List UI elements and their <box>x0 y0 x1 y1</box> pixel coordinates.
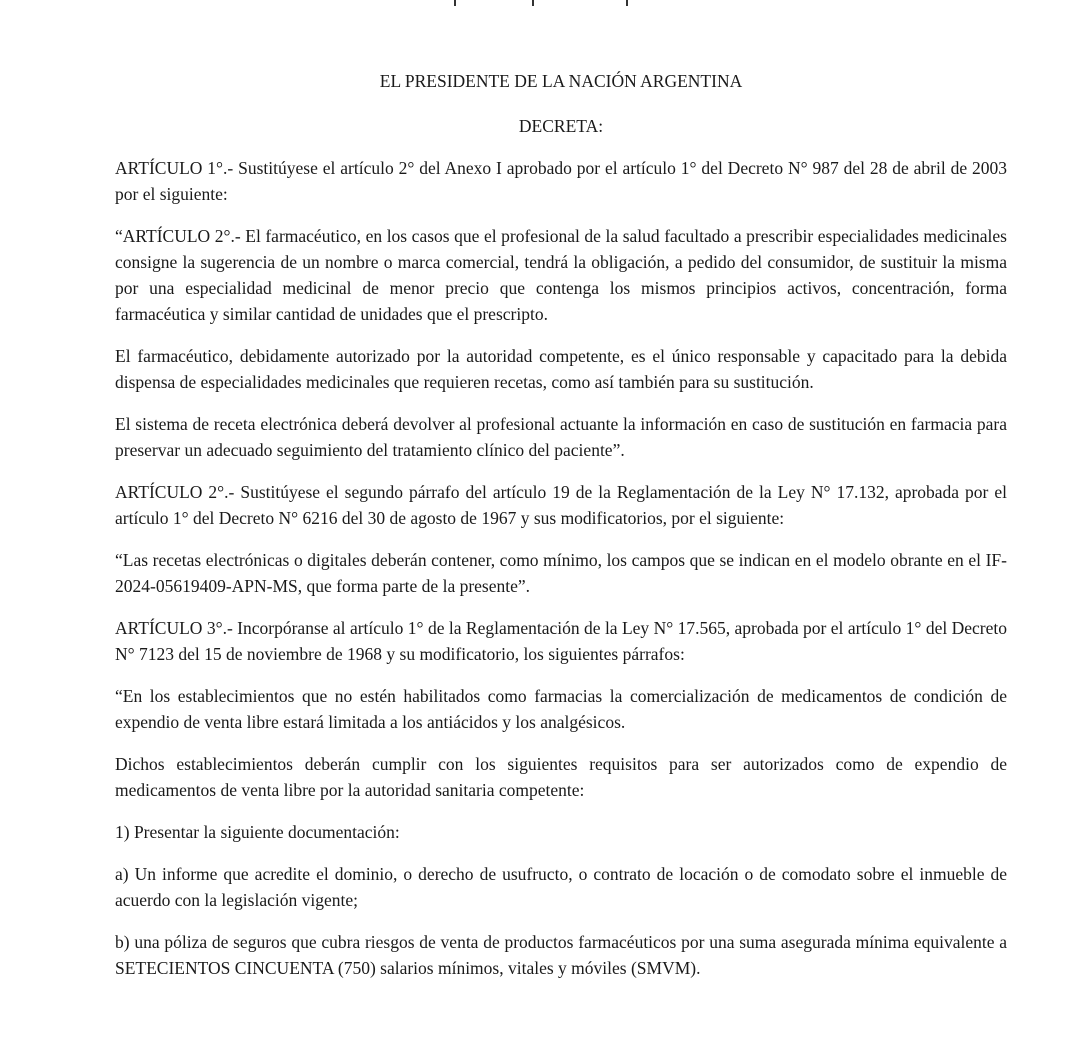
article-1-paragraph: ARTÍCULO 1°.- Sustitúyese el artículo 2° del Anexo I aprobado por el artículo 1° del Decreto N° 987 del 28 de abril de 2003 por el siguiente: <box>115 158 1007 204</box>
establishment-requirements-paragraph: Dichos establecimientos deberán cumplir con los siguientes requisitos para ser autorizados como de expendio de medicamentos de venta libre por la autoridad sanitaria competente: <box>115 754 1007 800</box>
requirement-b-paragraph: b) una póliza de seguros que cubra riesgos de venta de productos farmacéuticos por una suma asegurada mínima equivalente a SETECIENTOS CINCUENTA (750) salarios mínimos, vitales y móviles (SMVM). <box>115 932 1007 978</box>
pharmacist-responsibility-paragraph: El farmacéutico, debidamente autorizado por la autoridad competente, es el único responsable y capacitado para la debida dispensa de especialidades medicinales que requieren recetas, como así también para su sustitución. <box>115 346 1007 392</box>
requirement-a-paragraph: a) Un informe que acredite el dominio, o derecho de usufructo, o contrato de locación o de comodato sobre el inmueble de acuerdo con la legislación vigente; <box>115 864 1007 910</box>
electronic-prescription-paragraph: El sistema de receta electrónica deberá devolver al profesional actuante la información en caso de sustitución en farmacia para preservar un adecuado seguimiento del tratamiento clínico del paciente”. <box>115 414 1007 460</box>
requirement-1-paragraph: 1) Presentar la siguiente documentación: <box>115 822 400 842</box>
article-2-paragraph: ARTÍCULO 2°.- Sustitúyese el segundo párrafo del artículo 19 de la Reglamentación de la Ley N° 17.132, aprobada por el artículo 1° del Decreto N° 6216 del 30 de agosto de 1967 y sus modificatorios, por el siguiente: <box>115 482 1007 528</box>
article-3-paragraph: ARTÍCULO 3°.- Incorpóranse al artículo 1° de la Reglamentación de la Ley N° 17.565, aprobada por el artículo 1° del Decreto N° 7123 del 15 de noviembre de 1968 y su modificatorio, los siguientes párrafos: <box>115 618 1007 664</box>
decree-heading: DECRETA: <box>518 116 604 136</box>
non-pharmacy-sales-paragraph: “En los establecimientos que no estén habilitados como farmacias la comercialización de medicamentos de condición de expendio de venta libre estará limitada a los antiácidos y los analgésicos. <box>115 686 1007 732</box>
cropped-text-fragment <box>440 0 640 6</box>
decree-body <box>115 68 1007 997</box>
electronic-prescription-fields-paragraph: “Las recetas electrónicas o digitales deberán contener, como mínimo, los campos que se indican en el modelo obrante en el IF-2024-05619409-APN-MS, que forma parte de la presente”. <box>115 550 1007 596</box>
article-2-quote-paragraph: “ARTÍCULO 2°.- El farmacéutico, en los casos que el profesional de la salud facultado a prescribir especialidades medicinales consigne la sugerencia de un nombre o marca comercial, tendrá la obligación, a pedido del consumidor, de sustituir la misma por una especialidad medicinal de menor precio que contenga los mismos principios activos, concentración, forma farmacéutica y similar cantidad de unidades que el prescripto. <box>115 226 1007 324</box>
decree-issuer-heading: EL PRESIDENTE DE LA NACIÓN ARGENTINA <box>379 71 743 91</box>
